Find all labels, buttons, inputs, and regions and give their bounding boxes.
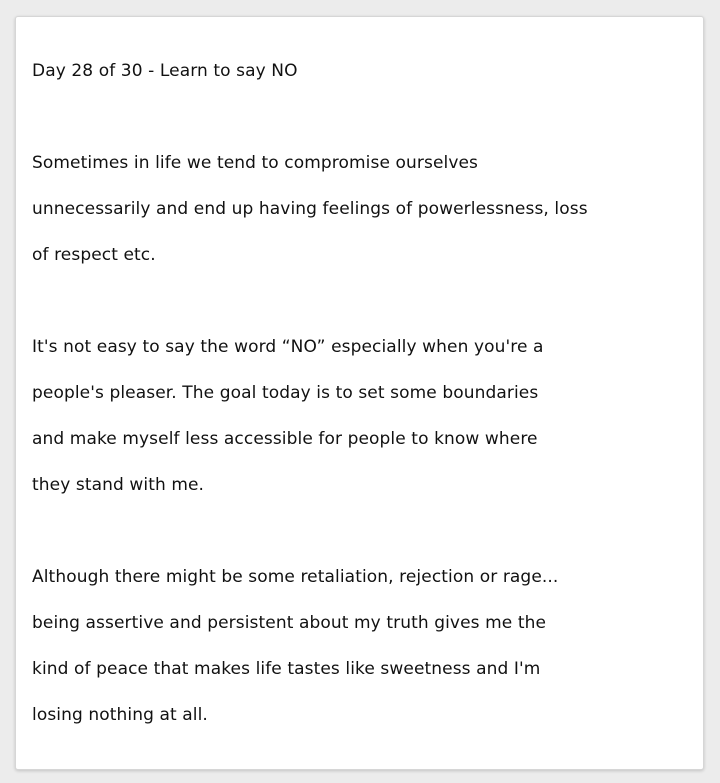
- paragraph-line: being assertive and persistent about my truth gives me the: [32, 613, 547, 633]
- paragraph-line: losing nothing at all.: [32, 705, 208, 725]
- paragraph-2: [32, 324, 692, 508]
- note-body: [32, 48, 692, 738]
- paragraph-line: Although there might be some retaliation, rejection or rage...: [32, 567, 559, 587]
- paragraph-line: unnecessarily and end up having feelings of powerlessness, loss: [32, 199, 588, 219]
- paragraph-1: [32, 140, 692, 278]
- note-title: Day 28 of 30 - Learn to say NO: [32, 61, 298, 81]
- paragraph-line: of respect etc.: [32, 245, 156, 265]
- paragraph-line: Sometimes in life we tend to compromise ourselves: [32, 153, 479, 173]
- paragraph-gap: [32, 278, 692, 324]
- paragraph-line: and make myself less accessible for people to know where: [32, 429, 538, 449]
- paragraph-line: they stand with me.: [32, 475, 205, 495]
- paragraph-3: [32, 554, 692, 738]
- paragraph-gap: [32, 508, 692, 554]
- paragraph-line: It's not easy to say the word “NO” especially when you're a: [32, 337, 544, 357]
- paragraph-line: people's pleaser. The goal today is to set some boundaries: [32, 383, 539, 403]
- paragraph-gap: [32, 94, 692, 140]
- paragraph-line: kind of peace that makes life tastes like sweetness and I'm: [32, 659, 541, 679]
- note-card: [15, 16, 704, 770]
